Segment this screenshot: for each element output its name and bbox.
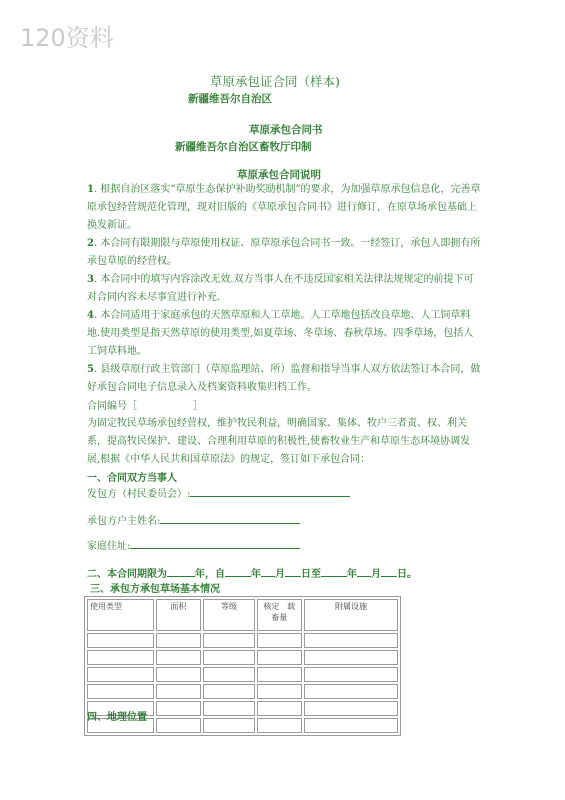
- table-cell[interactable]: [304, 701, 398, 716]
- table-cell[interactable]: [156, 650, 201, 665]
- table-cell[interactable]: [257, 701, 302, 716]
- table-cell[interactable]: [87, 684, 154, 699]
- book-title: 草原承包合同书: [249, 124, 323, 136]
- col-grade: 等级: [203, 599, 255, 631]
- table-cell[interactable]: [257, 684, 302, 699]
- section2-term: 二、本合同期限为 年，自 年 月 日至 年 月 日。: [87, 565, 417, 580]
- table-cell[interactable]: [304, 684, 398, 699]
- end-month-blank[interactable]: [357, 565, 371, 577]
- table-cell[interactable]: [156, 667, 201, 682]
- party-b-blank[interactable]: [160, 512, 300, 524]
- table-cell[interactable]: [156, 633, 201, 648]
- address-field: 家庭住址:: [87, 537, 300, 552]
- table-row: [87, 633, 398, 648]
- party-a-blank[interactable]: [190, 485, 350, 497]
- region-label: 新疆维吾尔自治区: [188, 93, 272, 105]
- note-5: 5. 县级草原行政主管部门（草原监理站、所）监督和指导当事人双方依法签订本合同，做好承包合同电子信息录入及档案资料收集归档工作。: [87, 364, 481, 393]
- table-cell[interactable]: [257, 633, 302, 648]
- table-cell[interactable]: [87, 650, 154, 665]
- table-cell[interactable]: [156, 701, 201, 716]
- col-facilities: 附属设施: [304, 599, 398, 631]
- section1-heading: 一、合同双方当事人: [87, 473, 177, 484]
- start-year-blank[interactable]: [225, 565, 251, 577]
- table-cell[interactable]: [203, 650, 255, 665]
- note-3: 3. 本合同中的填写内容涂改无效.双方当事人在不违反国家相关法律法规规定的前提下可对合同内容未尽事宜进行补充.: [87, 274, 474, 303]
- start-day-blank[interactable]: [285, 565, 301, 577]
- table-cell[interactable]: [203, 701, 255, 716]
- col-area: 面积: [156, 599, 201, 631]
- table-cell[interactable]: [87, 667, 154, 682]
- table-row: [87, 667, 398, 682]
- table-cell[interactable]: [257, 667, 302, 682]
- table-cell[interactable]: [257, 718, 302, 733]
- table-cell[interactable]: [304, 718, 398, 733]
- notes-heading: 草原承包合同说明: [237, 169, 321, 181]
- table-header-row: [87, 599, 398, 631]
- table-cell[interactable]: [156, 684, 201, 699]
- table-cell[interactable]: [156, 718, 201, 733]
- preamble: 为固定牧民草场承包经营权，维护牧民利益，明确国家、集体、牧户三者责、权、利关系，提高牧民保护、建设、合理利用草原的积极性,使畜牧业生产和草原生态环境协调发展,根据《中华人民共和国草原法》的规定，签订如下承包合同：: [87, 418, 471, 465]
- col-usage-type: 使用类型: [87, 599, 154, 631]
- term-years-blank[interactable]: [167, 565, 195, 577]
- party-a-field: 发包方（村民委员会）:: [87, 485, 350, 500]
- note-4: 4. 本合同适用于家庭承包的天然草原和人工草地。人工草地包括改良草地、人工饲草料地.使用类型是指天然草原的使用类型,如夏草场、冬草场、春秋草场、四季草场，包括人工饲草料地。: [87, 310, 474, 357]
- table-row: [87, 650, 398, 665]
- section4-heading: 四、地理位置: [87, 712, 147, 723]
- note-2: 2. 本合同有限期限与草原使用权证、原草原承包合同书一致。一经签订，承包人即拥有所承包草原的经营权。: [87, 238, 481, 267]
- document-title: 草原承包证合同（样本): [210, 74, 340, 89]
- table-cell[interactable]: [304, 650, 398, 665]
- table-cell[interactable]: [203, 684, 255, 699]
- col-stocking-capacity: 核定 载畜量: [257, 599, 302, 631]
- start-month-blank[interactable]: [261, 565, 275, 577]
- table-cell[interactable]: [203, 633, 255, 648]
- note-1: 1. 根据自治区落实“草原生态保护补助奖励机制”的要求，为加强草原承包信息化，完善草原承包经营规范化管理，现对旧版的《草原承包合同书》进行修订，在原草场承包基础上换发新证。: [87, 184, 481, 231]
- table-cell[interactable]: [304, 667, 398, 682]
- address-blank[interactable]: [130, 537, 300, 549]
- watermark: 120资料: [20, 24, 114, 52]
- table-cell[interactable]: [304, 633, 398, 648]
- end-year-blank[interactable]: [321, 565, 347, 577]
- table-row: [87, 684, 398, 699]
- contract-number: 合同编号［ ］: [87, 401, 203, 412]
- end-day-blank[interactable]: [381, 565, 397, 577]
- section3-heading: 三、承包方承包草场基本情况: [90, 584, 220, 595]
- table-cell[interactable]: [203, 667, 255, 682]
- table-cell[interactable]: [203, 718, 255, 733]
- table-cell[interactable]: [87, 633, 154, 648]
- party-b-field: 承包方户主姓名:: [87, 512, 300, 527]
- table-cell[interactable]: [257, 650, 302, 665]
- printer-label: 新疆维吾尔自治区畜牧厅印制: [175, 141, 312, 153]
